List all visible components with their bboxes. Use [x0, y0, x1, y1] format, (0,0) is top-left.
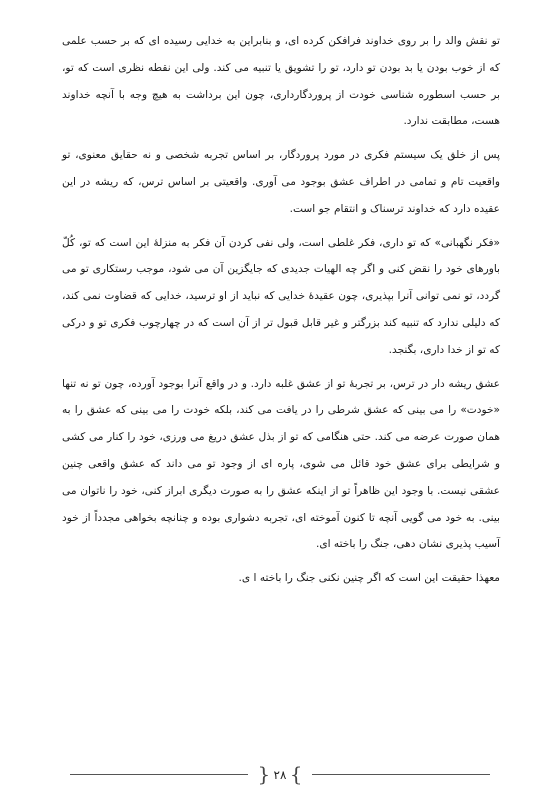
page-footer	[70, 763, 490, 787]
paragraph-1: تو نقش والد را بر روی خداوند فرافکن کرده ای، و بنابراین به خدایی رسیده ای که بر حسب علمی که از خوب بودن یا بد بودن تو دارد، تو را تشویق یا تنبیه می کند. ولی این نقطه نظری است که تو، بر حسب اسطوره شناسی خودت از پروردگارداری، چون این برداشت به هیچ وجه با آنچه خداوند هست، مطابقت ندارد.	[62, 35, 500, 128]
page-number-frame	[257, 762, 303, 787]
paragraph-4: عشق ریشه دار در ترس، بر تجربهٔ تو از عشق غلبه دارد. و در واقع آنرا بوجود آورده، چون تو نه تنها «خودت» را می بینی که عشق شرطی را در یافت می کند، بلکه خودت را می بینی که عشق را به همان صورت عرضه می کند. حتی هنگامی که تو از بذل عشق دریغ می ورزی، خود را کنار می کشی و شرایطی برای عشق خود قائل می شوی، پاره ای از وجود تو می داند که عشق واقعی چنین عشقی نیست. با وجود این ظاهراً تو از اینکه عشق را به صورت دیگری ابراز کنی، خود را ناتوان می بینی. به خود می گویی آنچه تا کنون آموخته ای، تجربه دشواری بوده و چنانچه بخواهی مجدداً از خود آسیب پذیری نشان دهی، جنگ را باخته ای.	[62, 377, 500, 551]
right-brace-ornament: }	[289, 762, 303, 786]
page-number: ۲۸	[273, 768, 287, 782]
footer-rule-left	[70, 774, 248, 775]
paragraph-3: «فکر نگهبانی» که تو داری، فکر غلطی است، ولی نفی کردن آن فکر به منزلهٔ این است که تو، کُلّ باورهای خود را نقض کنی و اگر چه الهیات جدیدی که جایگزین آن می شود، موجب رستکاری تو می گردد، تو نمی توانی آنرا بپذیری، چون عقیدهٔ خدایی که نباید از او ترسید، خدایی که قضاوت نمی کند، که دلیلی ندارد که تنبیه کند بزرگتر و غیر قابل قبول تر از آن است که در چهارچوب فکری تو و درکی که تو از خدا داری، بگنجد.	[62, 236, 500, 356]
paragraph-2: پس از خلق یک سیستم فکری در مورد پروردگار، بر اساس تجربه شخصی و نه حقایق معنوی، تو واقعیت تام و تمامی در اطراف عشق بوجود می آوری. واقعیتی بر اساس ترس، که ریشه در این عقیده دارد که خداوند ترسناک و انتقام جو است.	[62, 149, 500, 215]
footer-rule-right	[312, 774, 490, 775]
left-brace-ornament: {	[257, 762, 271, 786]
paragraph-5: معهذا حقیقت این است که اگر چنین نکنی جنگ را باخته ا ی.	[238, 572, 500, 585]
body-text	[62, 28, 500, 592]
